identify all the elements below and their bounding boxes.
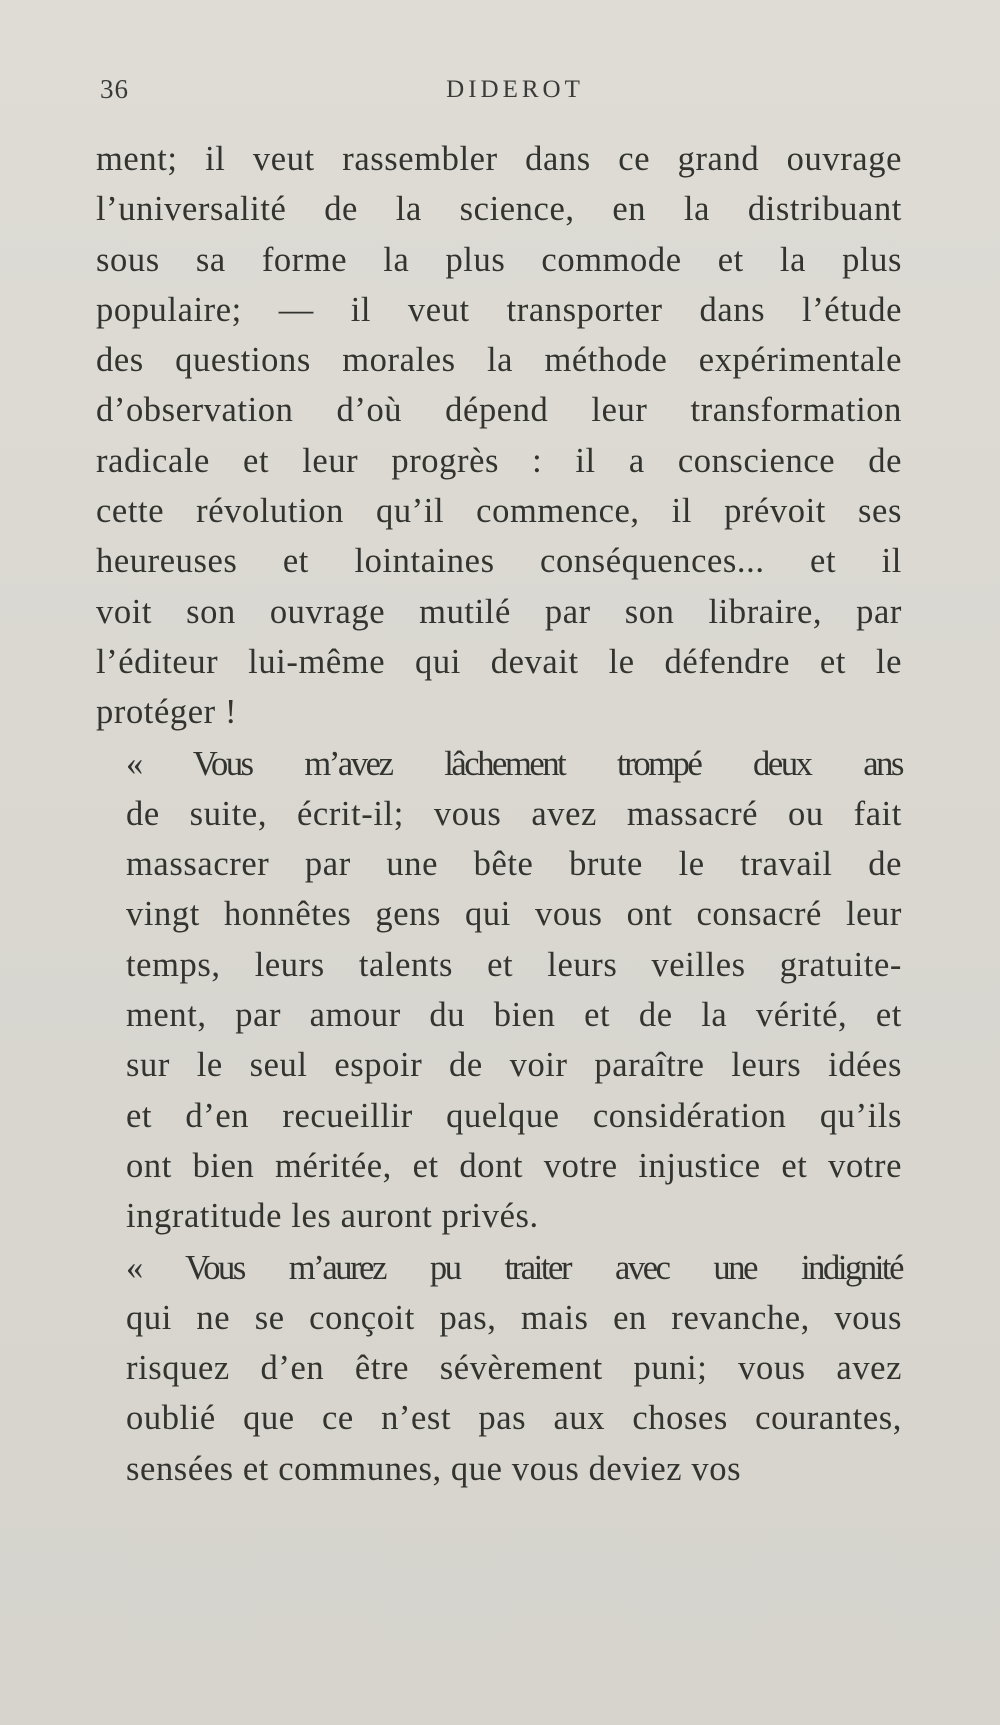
text-line: d’observation d’où dépend leur transformation: [96, 391, 902, 430]
paragraph: [96, 134, 902, 738]
running-head: [100, 74, 900, 114]
text-line: protéger !: [96, 693, 238, 732]
body-text: [96, 134, 902, 1494]
text-line: massacrer par une bête brute le travail de: [126, 845, 902, 884]
text-line: populaire; — il veut transporter dans l’étude: [96, 290, 902, 329]
text-line: risquez d’en être sévèrement puni; vous avez: [126, 1349, 902, 1388]
running-title: DIDEROT: [446, 76, 584, 103]
text-line: ment, par amour du bien et de la vérité, et: [126, 996, 902, 1035]
text-line: de suite, écrit-il; vous avez massacré ou fait: [126, 794, 902, 833]
text-line: l’universalité de la science, en la distribuant: [96, 190, 902, 229]
text-line: qui ne se conçoit pas, mais en revanche, vous: [126, 1298, 902, 1337]
text-line: sur le seul espoir de voir paraître leurs idées: [126, 1046, 902, 1085]
text-line: « Vous m’avez lâchement trompé deux ans: [126, 744, 902, 783]
text-line: ingratitude les auront privés.: [126, 1197, 539, 1236]
text-line: sous sa forme la plus commode et la plus: [96, 240, 902, 279]
text-line: sensées et communes, que vous deviez vos: [126, 1449, 742, 1488]
text-line: cette révolution qu’il commence, il prévoit ses: [96, 492, 902, 531]
page-number: 36: [100, 74, 129, 104]
text-line: oublié que ce n’est pas aux choses courantes,: [126, 1399, 902, 1438]
text-line: l’éditeur lui-même qui devait le défendre et le: [96, 642, 902, 681]
text-line: temps, leurs talents et leurs veilles gratuite-: [126, 945, 902, 984]
text-line: « Vous m’aurez pu traiter avec une indignité: [126, 1248, 902, 1287]
text-line: ment; il veut rassembler dans ce grand ouvrage: [96, 140, 902, 178]
text-line: voit son ouvrage mutilé par son libraire, par: [96, 592, 902, 631]
paragraph: [96, 739, 902, 1242]
text-line: des questions morales la méthode expérimentale: [96, 341, 902, 380]
text-line: et d’en recueillir quelque considération qu’ils: [126, 1096, 902, 1135]
text-line: ont bien méritée, et dont votre injustice et votre: [126, 1146, 902, 1185]
text-line: heureuses et lointaines conséquences... et il: [96, 542, 902, 581]
text-line: vingt honnêtes gens qui vous ont consacré leur: [126, 895, 902, 934]
text-line: radicale et leur progrès : il a conscience de: [96, 441, 902, 480]
paragraph: [96, 1243, 902, 1494]
